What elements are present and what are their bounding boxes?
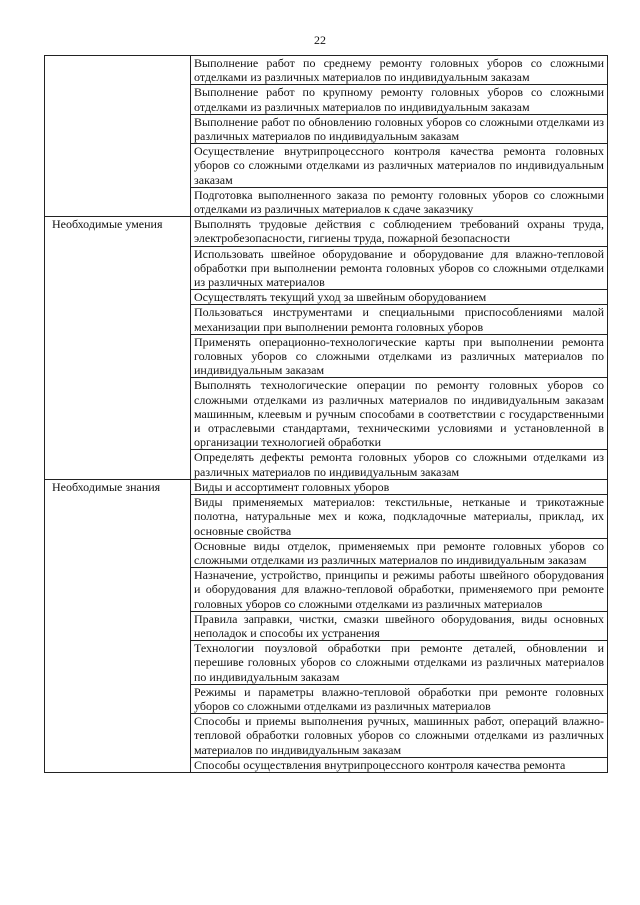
requirement-item: Виды и ассортимент головных уборов: [191, 479, 608, 494]
requirement-item: Выполнять технологические операции по ремонту головных уборов со сложными отделками из различных материалов по индивидуальным заказам машинным, клеевым и ручным способами в соответствии с государственными и отраслевыми стандартами, техническими условиями и установленной в организации технологией обработки: [191, 378, 608, 450]
section-label-cell: [45, 56, 191, 217]
requirements-table: [44, 55, 608, 773]
requirement-item: Режимы и параметры влажно-тепловой обработки при ремонте головных уборов со сложными отделками из различных материалов: [191, 684, 608, 713]
requirement-item: Выполнение работ по обновлению головных уборов со сложными отделками из различных материалов по индивидуальным заказам: [191, 114, 608, 143]
requirement-item: Правила заправки, чистки, смазки швейного оборудования, виды основных неполадок и способы их устранения: [191, 611, 608, 640]
table-row: [45, 56, 608, 85]
table-body: [45, 56, 608, 773]
requirement-item: Выполнение работ по крупному ремонту головных уборов со сложными отделками из различных материалов по индивидуальным заказам: [191, 85, 608, 114]
requirement-item: Осуществление внутрипроцессного контроля качества ремонта головных уборов со сложными отделками из различных материалов по индивидуальным заказам: [191, 144, 608, 188]
page-number: 22: [314, 33, 326, 47]
requirement-item: Назначение, устройство, принципы и режимы работы швейного оборудования и оборудования для влажно-тепловой обработки, применяемого при ремонте головных уборов со сложными отделками из различных материалов: [191, 568, 608, 612]
requirement-item: Пользоваться инструментами и специальными приспособлениями малой механизации при выполнении ремонта головных уборов: [191, 305, 608, 334]
table-row: [45, 479, 608, 494]
section-label-cell: [45, 479, 191, 772]
requirement-item: Подготовка выполненного заказа по ремонту головных уборов со сложными отделками из различных материалов к сдаче заказчику: [191, 187, 608, 216]
requirement-item: Основные виды отделок, применяемых при ремонте головных уборов со сложными отделками из различных материалов по индивидуальным заказам: [191, 538, 608, 567]
table-row: [45, 217, 608, 246]
section-label: Необходимые умения: [52, 217, 163, 232]
requirement-item: Способы и приемы выполнения ручных, машинных работ, операций влажно-тепловой обработки головных уборов со сложными отделками из различных материалов по индивидуальным заказам: [191, 714, 608, 758]
requirement-item: Способы осуществления внутрипроцессного контроля качества ремонта: [191, 757, 608, 772]
requirement-item: Выполнение работ по среднему ремонту головных уборов со сложными отделками из различных материалов по индивидуальным заказам: [191, 56, 608, 85]
requirement-item: Определять дефекты ремонта головных уборов со сложными отделками из различных материалов по индивидуальным заказам: [191, 450, 608, 479]
requirement-item: Выполнять трудовые действия с соблюдением требований охраны труда, электробезопасности, гигиены труда, пожарной безопасности: [191, 217, 608, 246]
section-label: Необходимые знания: [52, 479, 161, 494]
requirement-item: Использовать швейное оборудование и оборудование для влажно-тепловой обработки при выполнении ремонта головных уборов со сложными отделками из различных материалов: [191, 246, 608, 290]
requirement-item: Виды применяемых материалов: текстильные, нетканые и трикотажные полотна, натуральные мех и кожа, подкладочные материалы, приклад, их основные свойства: [191, 495, 608, 539]
requirement-item: Технологии поузловой обработки при ремонте деталей, обновлении и перешиве головных уборов со сложными отделками из различных материалов по индивидуальным заказам: [191, 641, 608, 685]
requirement-item: Применять операционно-технологические карты при выполнении ремонта головных уборов со сложными отделками из различных материалов по индивидуальным заказам: [191, 334, 608, 378]
requirement-item: Осуществлять текущий уход за швейным оборудованием: [191, 290, 608, 305]
section-label-cell: [45, 217, 191, 480]
